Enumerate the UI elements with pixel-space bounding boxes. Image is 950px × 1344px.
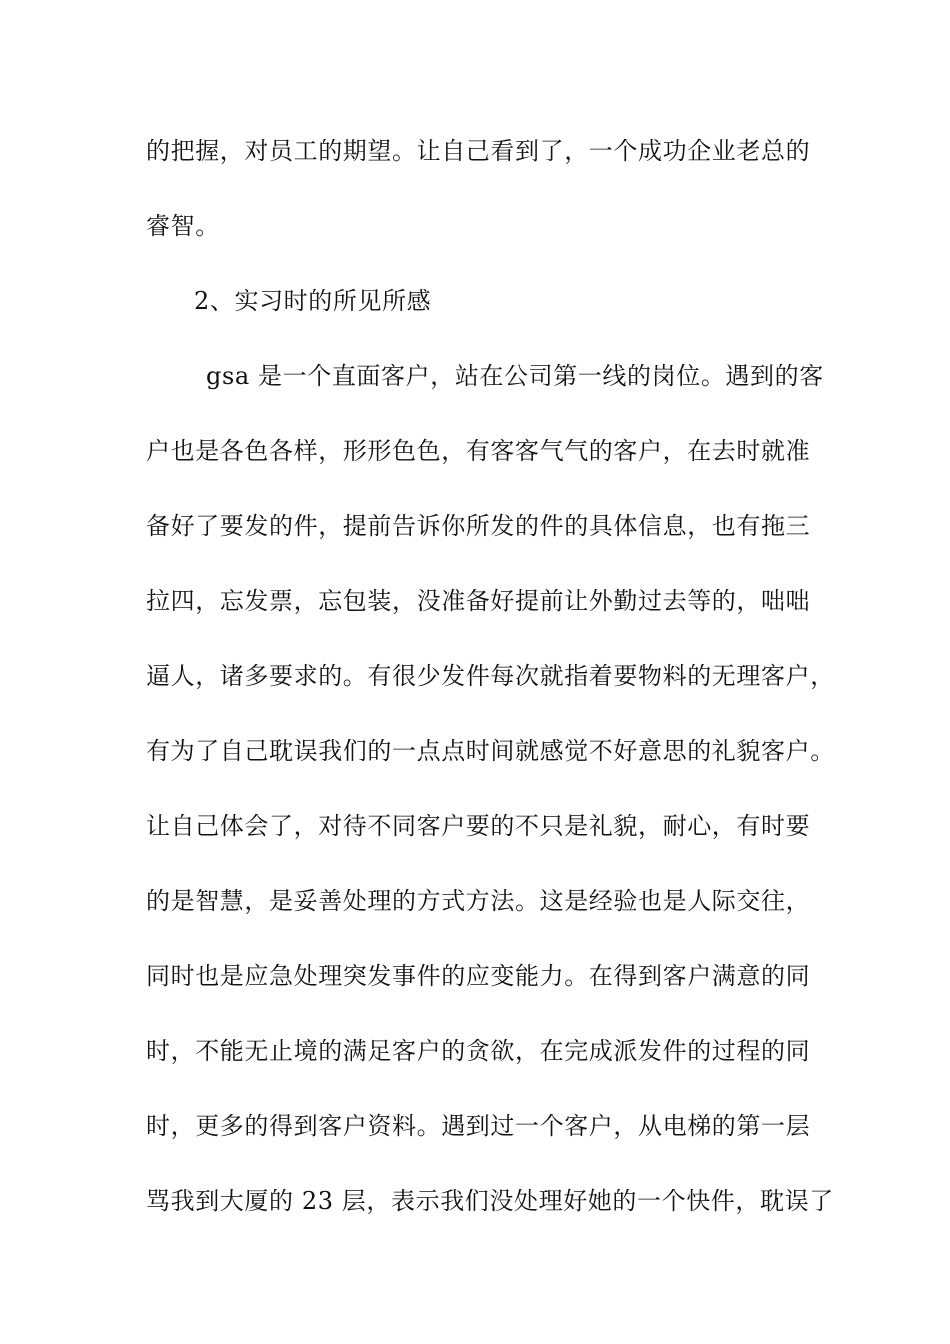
text-line: gsa 是一个直面客户，站在公司第一线的岗位。遇到的客 (206, 362, 824, 390)
text-line: 户也是各色各样，形形色色，有客客气气的客户，在去时就准 (146, 437, 811, 465)
text-line: 逼人，诸多要求的。有很少发件每次就指着要物料的无理客户， (146, 662, 835, 690)
text-line: 的把握，对员工的期望。让自己看到了，一个成功企业老总的 (146, 137, 811, 165)
text-line: 让自己体会了，对待不同客户要的不只是礼貌，耐心，有时要 (146, 812, 811, 840)
text-line: 的是智慧，是妥善处理的方式方法。这是经验也是人际交往， (146, 887, 811, 915)
text-line: 备好了要发的件，提前告诉你所发的件的具体信息，也有拖三 (146, 512, 811, 540)
text-line: 拉四，忘发票，忘包装，没准备好提前让外勤过去等的，咄咄 (146, 587, 811, 615)
section-heading: 2、实习时的所见所感 (194, 287, 432, 315)
text-line: 时，不能无止境的满足客户的贪欲，在完成派发件的过程的同 (146, 1037, 811, 1065)
text-line: 时，更多的得到客户资料。遇到过一个客户，从电梯的第一层 (146, 1112, 811, 1140)
text-line: 同时也是应急处理突发事件的应变能力。在得到客户满意的同 (146, 962, 811, 990)
text-line: 有为了自己耽误我们的一点点时间就感觉不好意思的礼貌客户。 (146, 737, 835, 765)
text-line: 睿智。 (146, 212, 220, 240)
text-line: 骂我到大厦的 23 层，表示我们没处理好她的一个快件，耽误了 (146, 1187, 834, 1215)
